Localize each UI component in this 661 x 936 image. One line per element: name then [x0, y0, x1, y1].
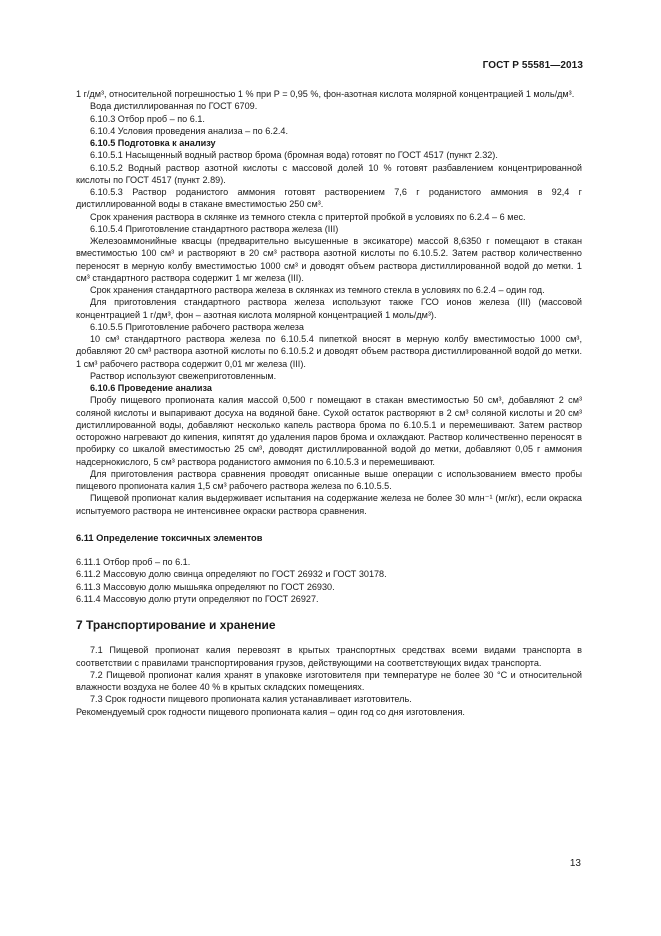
document-id-header: ГОСТ Р 55581—2013 [482, 60, 583, 71]
paragraph: Рекомендуемый срок годности пищевого пропионата калия – один год со дня изготовления. [76, 706, 465, 717]
paragraph: 6.11.4 Массовую долю ртути определяют по ГОСТ 26927. [76, 593, 319, 604]
paragraph: 6.11.2 Массовую долю свинца определяют по ГОСТ 26932 и ГОСТ 30178. [76, 569, 387, 580]
paragraph: 6.10.4 Условия проведения анализа – по 6.2.4. [90, 125, 289, 136]
paragraph: 6.11.1 Отбор проб – по 6.1. [76, 557, 191, 567]
paragraph: Раствор используют свежеприготовленным. [90, 370, 277, 381]
paragraph: 6.10.5.2 Водный раствор азотной кислоты с массовой долей 10 % готовят разбавлением концентрированной кислоты по ГОСТ 4517 (пункт 2.89). [76, 162, 582, 185]
paragraph: 7.3 Срок годности пищевого пропионата калия устанавливает изготовитель. [90, 694, 412, 705]
paragraph: 6.10.5.3 Раствор роданистого аммония готовят растворением 7,6 г роданистого аммония в 92,4 г дистиллированной воды в стакане вместимостью 250 см³. [76, 187, 582, 210]
paragraph: Вода дистиллированная по ГОСТ 6709. [90, 101, 258, 112]
paragraph: 6.10.5.5 Приготовление рабочего раствора железа [90, 321, 304, 332]
paragraph: 7.1 Пищевой пропионат калия перевозят в крытых транспортных средствах всеми видами транспорта в соответствии с правилами транспортирования грузов, действующими на соответствующих видах транспорта. [76, 645, 582, 668]
paragraph: Железоаммонийные квасцы (предварительно высушенные в эксикаторе) массой 8,6350 г помещают в стакан вместимостью 100 см³ и растворяют в 20 см³ раствора азотной кислоты по 6.10.5.2. Затем раствор количественно переносят в мерную колбу вместимостью 1000 см³ и доводят объем раствора дистиллированной водой до метки. 1 см³ стандартного раствора содержит 1 мг железа (III). [76, 236, 582, 283]
section-heading-7: 7 Транспортирование и хранение [76, 618, 276, 632]
page-number: 13 [569, 858, 581, 869]
paragraph: 6.11.3 Массовую долю мышьяка определяют по ГОСТ 26930. [76, 581, 335, 592]
paragraph: 6.10.3 Отбор проб – по 6.1. [90, 113, 205, 124]
subsection-heading: 6.10.6 Проведение анализа [90, 383, 212, 393]
paragraph: 7.2 Пищевой пропионат калия хранят в упаковке изготовителя при температуре не более 30 °С и относительной влажности воздуха не более 40 % в крытых складских помещениях. [76, 669, 582, 692]
paragraph: Срок хранения раствора в склянке из темного стекла с притертой пробкой в условиях по 6.2.4 – 6 мес. [90, 211, 526, 222]
paragraph: 6.10.5.4 Приготовление стандартного раствора железа (III) [90, 223, 339, 234]
paragraph: Пищевой пропионат калия выдерживает испытания на содержание железа не более 30 млн⁻¹ (мг/кг), если окраска испытуемого раствора не интенсивнее окраски раствора сравнения. [76, 493, 582, 516]
paragraph: Срок хранения стандартного раствора железа в склянках из темного стекла в условиях по 6.2.4 – один год. [90, 285, 545, 295]
document-body [76, 88, 582, 718]
subsection-heading: 6.10.5 Подготовка к анализу [90, 138, 216, 148]
paragraph: Для приготовления стандартного раствора железа используют также ГСО ионов железа (III) (массовой концентрацией 1 г/дм³, фон – азотная кислота молярной концентрацией 1 моль/дм³). [76, 297, 582, 320]
paragraph: Пробу пищевого пропионата калия массой 0,500 г помещают в стакан вместимостью 50 см³, добавляют 2 см³ соляной кислоты и выпаривают досуха на водяной бане. Сухой остаток растворяют в 2 см³ соляной кислоты и 20 см³ дистиллированной воды, добавляют несколько капель раствора брома по 6.10.5.1 и перемешивают. Затем раствор осторожно нагревают до кипения, кипятят до удаления паров брома и охлаждают. Раствор количественно переносят в пробирку со шкалой вместимостью 25 см³, доводят дистиллированной водой до метки, добавляют 0,05 г аммония надсернокислого, 5 см³ раствора роданистого аммония по 6.10.5.3 и перемешивают. [76, 395, 582, 467]
paragraph: 10 см³ стандартного раствора железа по 6.10.5.4 пипеткой вносят в мерную колбу вместимостью 1000 см³, добавляют 20 см³ раствора азотной кислоты по 6.10.5.2 и доводят объем раствора дистиллированной водой до метки. 1 см³ рабочего раствора содержит 0,01 мг железа (III). [76, 334, 582, 369]
paragraph: 1 г/дм³, относительной погрешностью 1 % при Р = 0,95 %, фон-азотная кислота молярной концентрацией 1 моль/дм³. [76, 89, 575, 99]
section-heading-6-11: 6.11 Определение токсичных элементов [76, 532, 263, 543]
paragraph: 6.10.5.1 Насыщенный водный раствор брома (бромная вода) готовят по ГОСТ 4517 (пункт 2.32). [90, 150, 498, 161]
paragraph: Для приготовления раствора сравнения проводят описанные выше операции с использованием вместо пробы пищевого пропионата калия 1,5 см³ рабочего раствора железа по 6.10.5.5. [76, 468, 582, 491]
